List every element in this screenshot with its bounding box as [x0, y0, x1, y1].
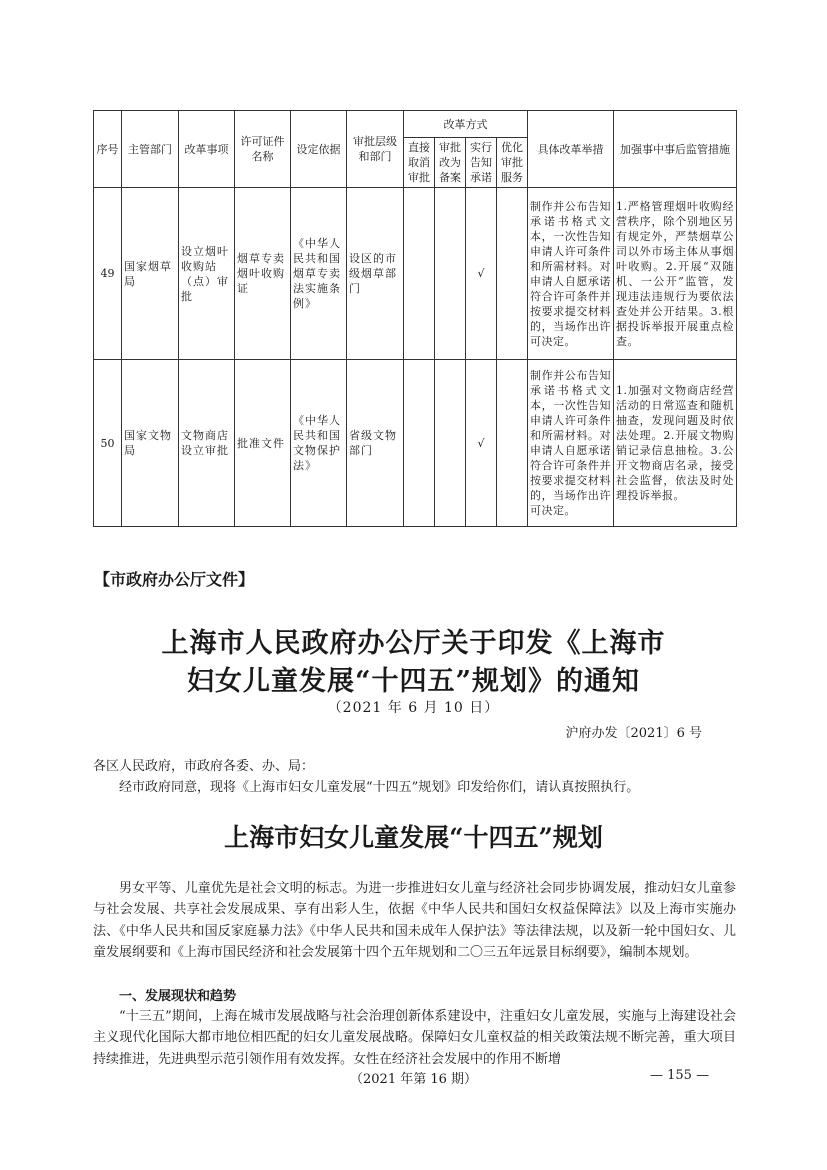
footer-issue: （2021 年第 16 期）	[350, 1072, 478, 1087]
header-license: 许可证件名称	[235, 111, 291, 188]
row-mark-cancel	[404, 360, 435, 527]
row-license: 烟草专卖烟叶收购证	[235, 188, 291, 360]
section-tag: 【市政府办公厅文件】	[94, 570, 255, 589]
page-number: — 155 —	[650, 1068, 710, 1083]
issue-date: （2021 年 6 月 10 日）	[327, 700, 500, 716]
header-item: 改革事项	[179, 111, 235, 188]
row-license: 批准文件	[235, 360, 291, 527]
header-method-optimize: 优化审批服务	[497, 138, 528, 188]
header-seq: 序号	[94, 111, 122, 188]
section-heading: 一、发展现状和趋势	[119, 989, 237, 1004]
row-dept: 国家烟草局	[122, 188, 179, 360]
row-item: 设立烟叶收购站（点）审批	[179, 188, 235, 360]
row-dept: 国家文物局	[122, 360, 179, 527]
plan-title: 上海市妇女儿童发展“十四五”规划	[224, 823, 603, 852]
row-mark-commitment: √	[466, 360, 497, 527]
header-method-commitment: 实行告知承诺	[466, 138, 497, 188]
row-level: 设区的市级烟草部门	[347, 188, 404, 360]
header-dept: 主管部门	[122, 111, 179, 188]
table-header-row	[94, 111, 737, 138]
addressee: 各区人民政府，市政府各委、办、局：	[93, 759, 315, 774]
row-item: 文物商店设立审批	[179, 360, 235, 527]
table-row	[94, 188, 737, 360]
reform-table	[93, 110, 737, 527]
row-measures: 制作并公布告知承诺书格式文本，一次性告知申请人许可条件和所需材料。对申请人自愿承诺符合许可条件并按要求提交材料的，当场作出许可决定。	[528, 188, 614, 360]
row-mark-optimize	[497, 188, 528, 360]
intro-paragraph: 经市政府同意，现将《上海市妇女儿童发展“十四五”规划》印发给你们，请认真按照执行。	[119, 780, 640, 795]
row-basis: 《中华人民共和国文物保护法》	[291, 360, 347, 527]
header-level: 审批层级和部门	[347, 111, 404, 188]
document-title-line-2: 妇女儿童发展“十四五”规划》的通知	[186, 666, 641, 697]
body-paragraph-2: “十三五”期间，上海在城市发展战略与社会治理创新体系建设中，注重妇女儿童发展，实施与上海建设社会主义现代化国际大都市地位相匹配的妇女儿童发展战略。保障妇女儿童权益的相关政策法规不断完善，重大项目持续推进，先进典型示范引领作用有效发挥。女性在经济社会发展中的作用不断增	[93, 1009, 736, 1067]
row-mark-cancel	[404, 188, 435, 360]
row-seq: 49	[94, 188, 122, 360]
table-row	[94, 360, 737, 527]
document-title-line-1: 上海市人民政府办公厅关于印发《上海市	[161, 628, 666, 659]
row-mark-commitment: √	[466, 188, 497, 360]
document-number: 沪府办发〔2021〕6 号	[565, 726, 702, 741]
header-method-cancel: 直接取消审批	[404, 138, 435, 188]
row-supervision: 1.严格管理烟叶收购经营秩序，除个别地区另有规定外，严禁烟草公司以外市场主体从事烟叶收购。2.开展“双随机、一公开”监管，发现违法违规行为要依法查处并公开结果。3.根据投诉举报开展重点检查。	[614, 188, 737, 360]
row-basis: 《中华人民共和国烟草专卖法实施条例》	[291, 188, 347, 360]
row-mark-filing	[435, 360, 466, 527]
row-mark-filing	[435, 188, 466, 360]
row-mark-optimize	[497, 360, 528, 527]
header-measures: 具体改革举措	[528, 111, 614, 188]
row-level: 省级文物部门	[347, 360, 404, 527]
row-supervision: 1.加强对文物商店经营活动的日常巡查和随机抽查，发现问题及时依法处理。2.开展文物购销记录信息抽检。3.公开文物商店名录，接受社会监督，依法及时处理投诉举报。	[614, 360, 737, 527]
body-paragraph: 男女平等、儿童优先是社会文明的标志。为进一步推进妇女儿童与经济社会同步协调发展，推动妇女儿童参与社会发展、共享社会发展成果、享有出彩人生，依据《中华人民共和国妇女权益保障法》以及上海市实施办法、《中华人民共和国反家庭暴力法》《中华人民共和国未成年人保护法》等法律法规，以及新一轮中国妇女、儿童发展纲要和《上海市国民经济和社会发展第十四个五年规划和二〇三五年远景目标纲要》，编制本规划。	[93, 881, 736, 960]
header-supervision: 加强事中事后监管措施	[614, 111, 737, 188]
row-seq: 50	[94, 360, 122, 527]
row-measures: 制作并公布告知承诺书格式文本，一次性告知申请人许可条件和所需材料。对申请人自愿承诺符合许可条件并按要求提交材料的，当场作出许可决定。	[528, 360, 614, 527]
header-methods-group: 改革方式	[404, 111, 528, 138]
header-method-filing: 审批改为备案	[435, 138, 466, 188]
header-basis: 设定依据	[291, 111, 347, 188]
